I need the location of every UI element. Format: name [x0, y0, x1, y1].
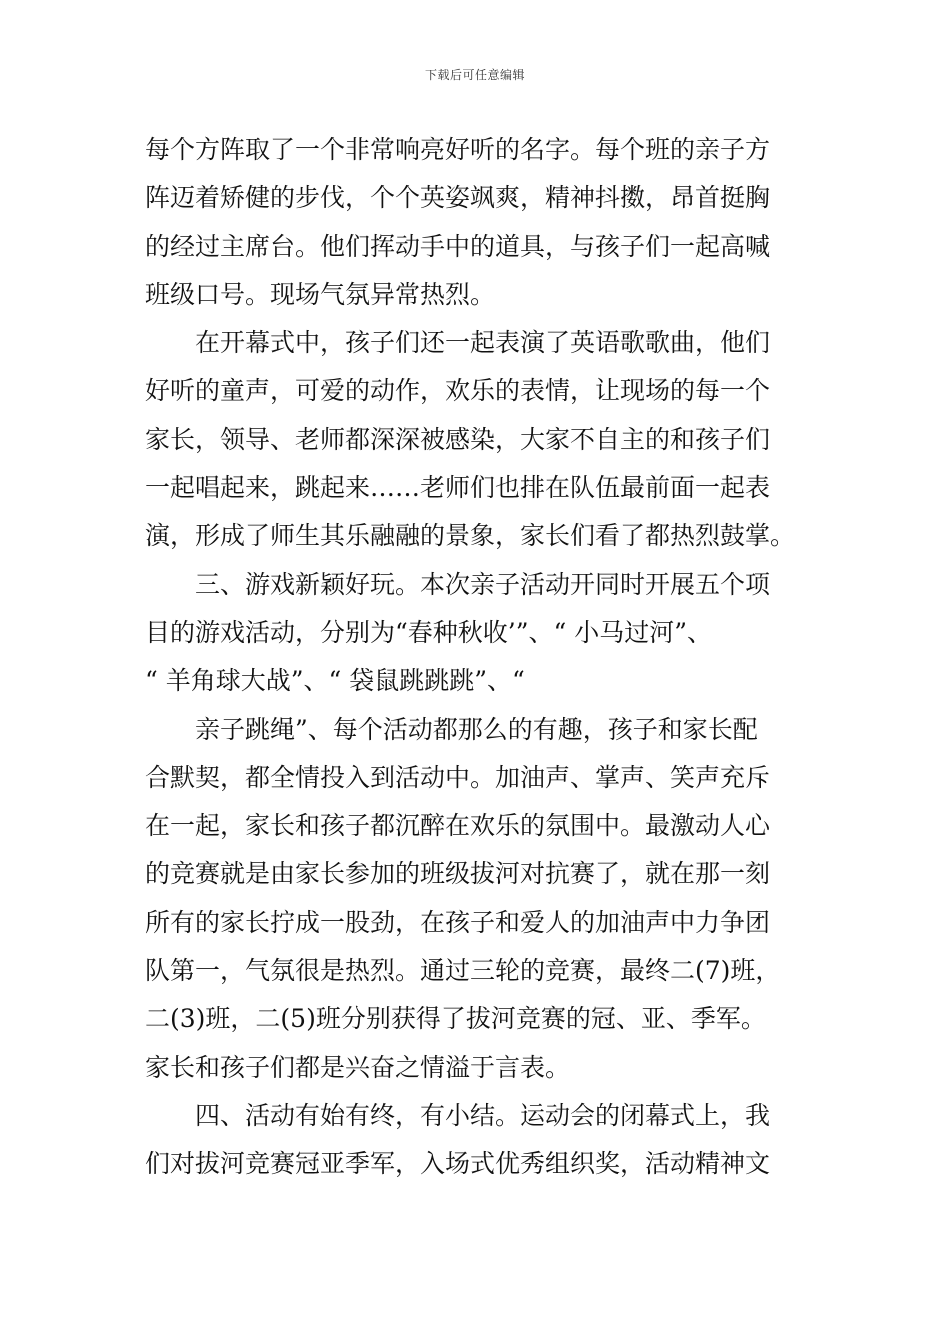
text-line: 合默契，都全情投入到活动中。加油声、掌声、笑声充斥 — [145, 762, 771, 792]
text-line: 在一起，家长和孩子都沉醉在欢乐的氛围中。最激动人心 — [145, 811, 771, 841]
text-line: 好听的童声，可爱的动作，欢乐的表情，让现场的每一个 — [145, 376, 771, 406]
text-line: “ 羊角球大战”、“ 袋鼠跳跳跳”、“ — [145, 666, 525, 696]
text-line: 家长和孩子们都是兴奋之情溢于言表。 — [145, 1052, 571, 1082]
text-line: 四、活动有始有终，有小结。运动会的闭幕式上，我 — [195, 1100, 771, 1130]
text-line: 们对拔河竞赛冠亚季军，入场式优秀组织奖，活动精神文 — [145, 1149, 771, 1179]
text-line: 目的游戏活动，分别为“春种秋收’”、“ 小马过河”、 — [145, 617, 713, 647]
text-line: 的竞赛就是由家长参加的班级拔河对抗赛了，就在那一刻 — [145, 859, 771, 889]
text-line: 三、游戏新颖好玩。本次亲子活动开同时开展五个项 — [195, 569, 771, 599]
text-line: 所有的家长拧成一股劲，在孩子和爱人的加油声中力争团 — [145, 907, 771, 937]
header-note: 下载后可任意编辑 — [424, 68, 525, 82]
text-line: 二(3)班，二(5)班分别获得了拔河竞赛的冠、亚、季军。 — [145, 1004, 766, 1034]
text-line: 的经过主席台。他们挥动手中的道具，与孩子们一起高喊 — [145, 231, 771, 261]
text-line: 每个方阵取了一个非常响亮好听的名字。每个班的亲子方 — [145, 135, 771, 164]
document-body — [145, 126, 810, 1189]
text-line: 亲子跳绳”、每个活动都那么的有趣，孩子和家长配 — [195, 714, 758, 744]
text-line: 队第一，气氛很是热烈。通过三轮的竞赛，最终二(7)班， — [145, 956, 781, 986]
text-line: 演，形成了师生其乐融融的景象，家长们看了都热烈鼓掌。 — [145, 521, 796, 551]
text-line: 阵迈着矫健的步伐，个个英姿飒爽，精神抖擞，昂首挺胸 — [145, 183, 771, 213]
text-line: 在开幕式中，孩子们还一起表演了英语歌歌曲，他们 — [195, 328, 771, 358]
text-line: 一起唱起来，跳起来……老师们也排在队伍最前面一起表 — [145, 473, 771, 503]
text-line: 班级口号。现场气氛异常热烈。 — [145, 279, 496, 309]
text-line: 家长，领导、老师都深深被感染，大家不自主的和孩子们 — [145, 424, 771, 454]
